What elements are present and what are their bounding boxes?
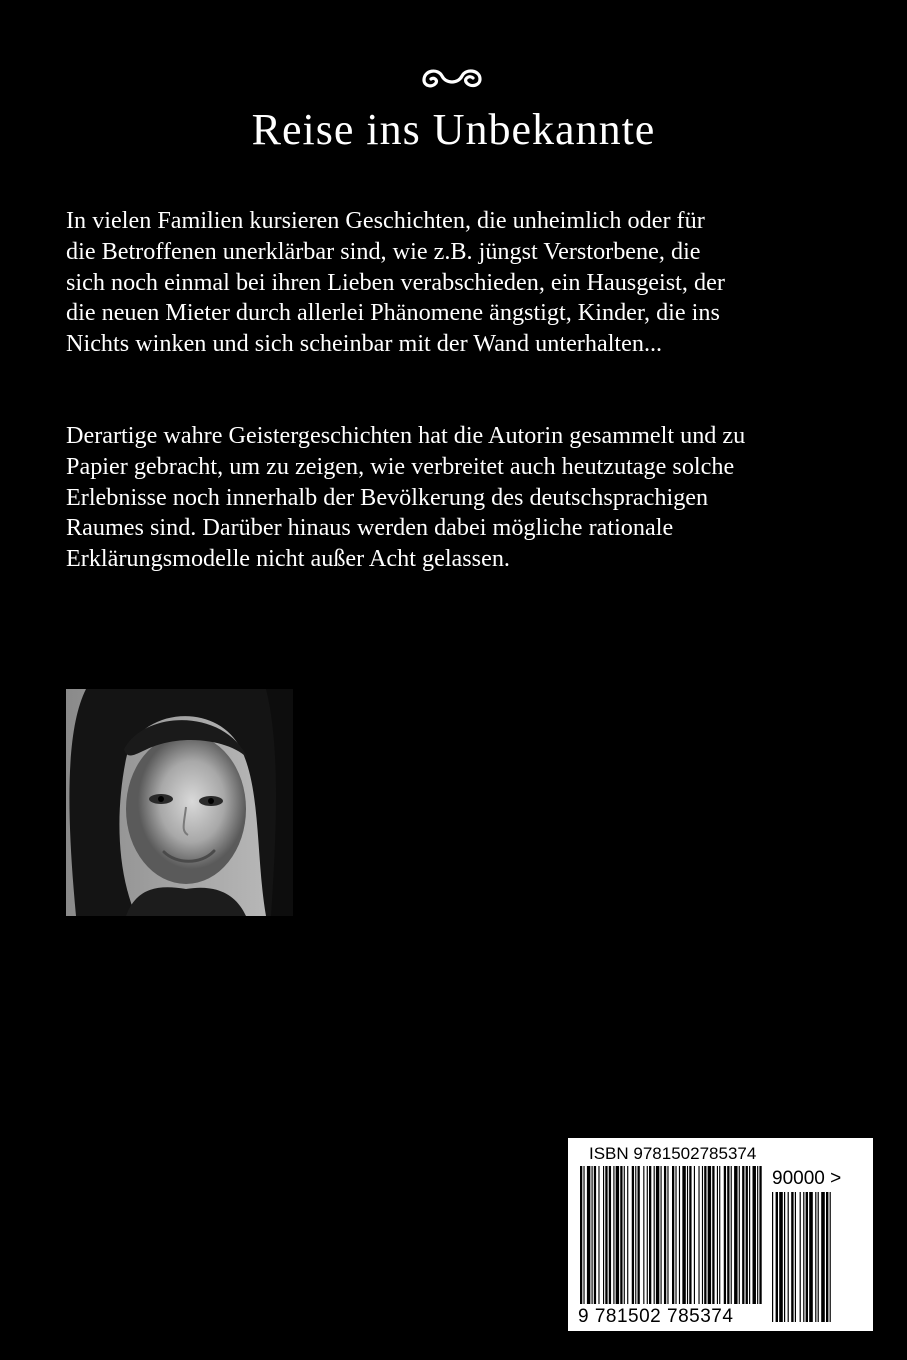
barcode-bar <box>592 1166 593 1304</box>
barcode-bar <box>708 1166 711 1304</box>
barcode-bar <box>757 1166 758 1304</box>
addon-bar <box>776 1192 778 1322</box>
barcode-bar <box>647 1166 648 1304</box>
barcode-bar <box>739 1166 740 1304</box>
barcode-bar <box>656 1166 659 1304</box>
addon-bar <box>791 1192 793 1322</box>
addon-bar <box>779 1192 783 1322</box>
barcode-bar <box>687 1166 688 1304</box>
barcode-bar <box>712 1166 714 1304</box>
blurb-paragraph-1 <box>66 206 846 360</box>
barcode-bar <box>672 1166 674 1304</box>
barcode-bar <box>689 1166 691 1304</box>
blurb-line: Papier gebracht, um zu zeigen, wie verbreitet auch heutzutage solche <box>66 452 735 480</box>
barcode-bar <box>620 1166 622 1304</box>
ornament-icon <box>418 62 490 92</box>
barcode-label <box>568 1138 873 1331</box>
barcode-bar <box>719 1166 720 1304</box>
blurb-line: Erlebnisse noch innerhalb der Bevölkerung des deutschsprachigen <box>66 483 709 511</box>
barcode-bar <box>702 1166 703 1304</box>
barcode-bar <box>717 1166 718 1304</box>
barcode-bars <box>568 1138 873 1331</box>
barcode-bar <box>594 1166 596 1304</box>
addon-bar <box>830 1192 831 1322</box>
barcode-bar <box>609 1166 611 1304</box>
barcode-bar <box>603 1166 604 1304</box>
barcode-bar <box>749 1166 750 1304</box>
barcode-bar <box>731 1166 732 1304</box>
barcode-bar <box>649 1166 651 1304</box>
author-portrait-image <box>66 689 293 916</box>
blurb-line: In vielen Familien kursieren Geschichten, die unheimlich oder für <box>66 207 705 234</box>
addon-bar <box>803 1192 804 1322</box>
barcode-bar <box>759 1166 761 1304</box>
isbn-text: ISBN 9781502785374 <box>589 1144 757 1163</box>
barcode-bar <box>632 1166 634 1304</box>
barcode-bar <box>638 1166 640 1304</box>
barcode-bar <box>664 1166 666 1304</box>
barcode-bar <box>587 1166 590 1304</box>
barcode-bar <box>627 1166 628 1304</box>
blurb-paragraph-2 <box>66 421 846 575</box>
barcode-bar <box>679 1166 680 1304</box>
barcode-bar <box>753 1166 756 1304</box>
barcode-bar <box>724 1166 726 1304</box>
book-title: Reise ins Unbekannte <box>251 105 656 154</box>
isbn-digits-text: 9 781502 785374 <box>578 1306 734 1327</box>
addon-bar <box>806 1192 808 1322</box>
barcode-bar <box>624 1166 625 1304</box>
blurb-line: Nichts winken und sich scheinbar mit der Wand unterhalten... <box>66 330 663 358</box>
price-addon-text: 90000 > <box>772 1168 842 1189</box>
addon-bar <box>809 1192 813 1322</box>
barcode-bar <box>698 1166 699 1304</box>
blurb-line: Derartige wahre Geistergeschichten hat die Autorin gesammelt und zu <box>66 422 746 449</box>
barcode-bar <box>742 1166 744 1304</box>
barcode-bar <box>667 1166 668 1304</box>
barcode-bar <box>616 1166 619 1304</box>
barcode-bar <box>598 1166 599 1304</box>
barcode-bar <box>746 1166 748 1304</box>
barcode-bar <box>605 1166 607 1304</box>
barcode-bar <box>704 1166 706 1304</box>
blurb-line: Erklärungsmodelle nicht außer Acht gelassen. <box>66 545 510 573</box>
barcode-bar <box>583 1166 584 1304</box>
addon-bar <box>788 1192 789 1322</box>
blurb-line: die Betroffenen unerklärbar sind, wie z.B. jüngst Verstorbene, die <box>66 237 701 265</box>
addon-bar <box>818 1192 819 1322</box>
barcode-bar <box>643 1166 644 1304</box>
barcode-bar <box>682 1166 685 1304</box>
addon-bar <box>795 1192 796 1322</box>
blurb-line: sich noch einmal bei ihren Lieben verabschieden, ein Hausgeist, der <box>66 268 725 296</box>
barcode-bar <box>580 1166 582 1304</box>
addon-bar <box>784 1192 785 1322</box>
blurb-line: die neuen Mieter durch allerlei Phänomene ängstigt, Kinder, die ins <box>66 299 720 327</box>
addon-bar <box>826 1192 828 1322</box>
barcode-bar <box>661 1166 662 1304</box>
addon-bar <box>800 1192 801 1322</box>
barcode-bar <box>694 1166 695 1304</box>
barcode-bar <box>654 1166 655 1304</box>
barcode-bar <box>734 1166 737 1304</box>
blurb-line: Raumes sind. Darüber hinaus werden dabei mögliche rationale <box>66 514 674 542</box>
addon-bar <box>772 1192 773 1322</box>
barcode-bar <box>613 1166 614 1304</box>
barcode-bar <box>675 1166 676 1304</box>
addon-bar <box>815 1192 816 1322</box>
barcode-bar <box>727 1166 729 1304</box>
barcode-bar <box>635 1166 636 1304</box>
author-photo <box>66 689 293 916</box>
addon-bar <box>821 1192 825 1322</box>
